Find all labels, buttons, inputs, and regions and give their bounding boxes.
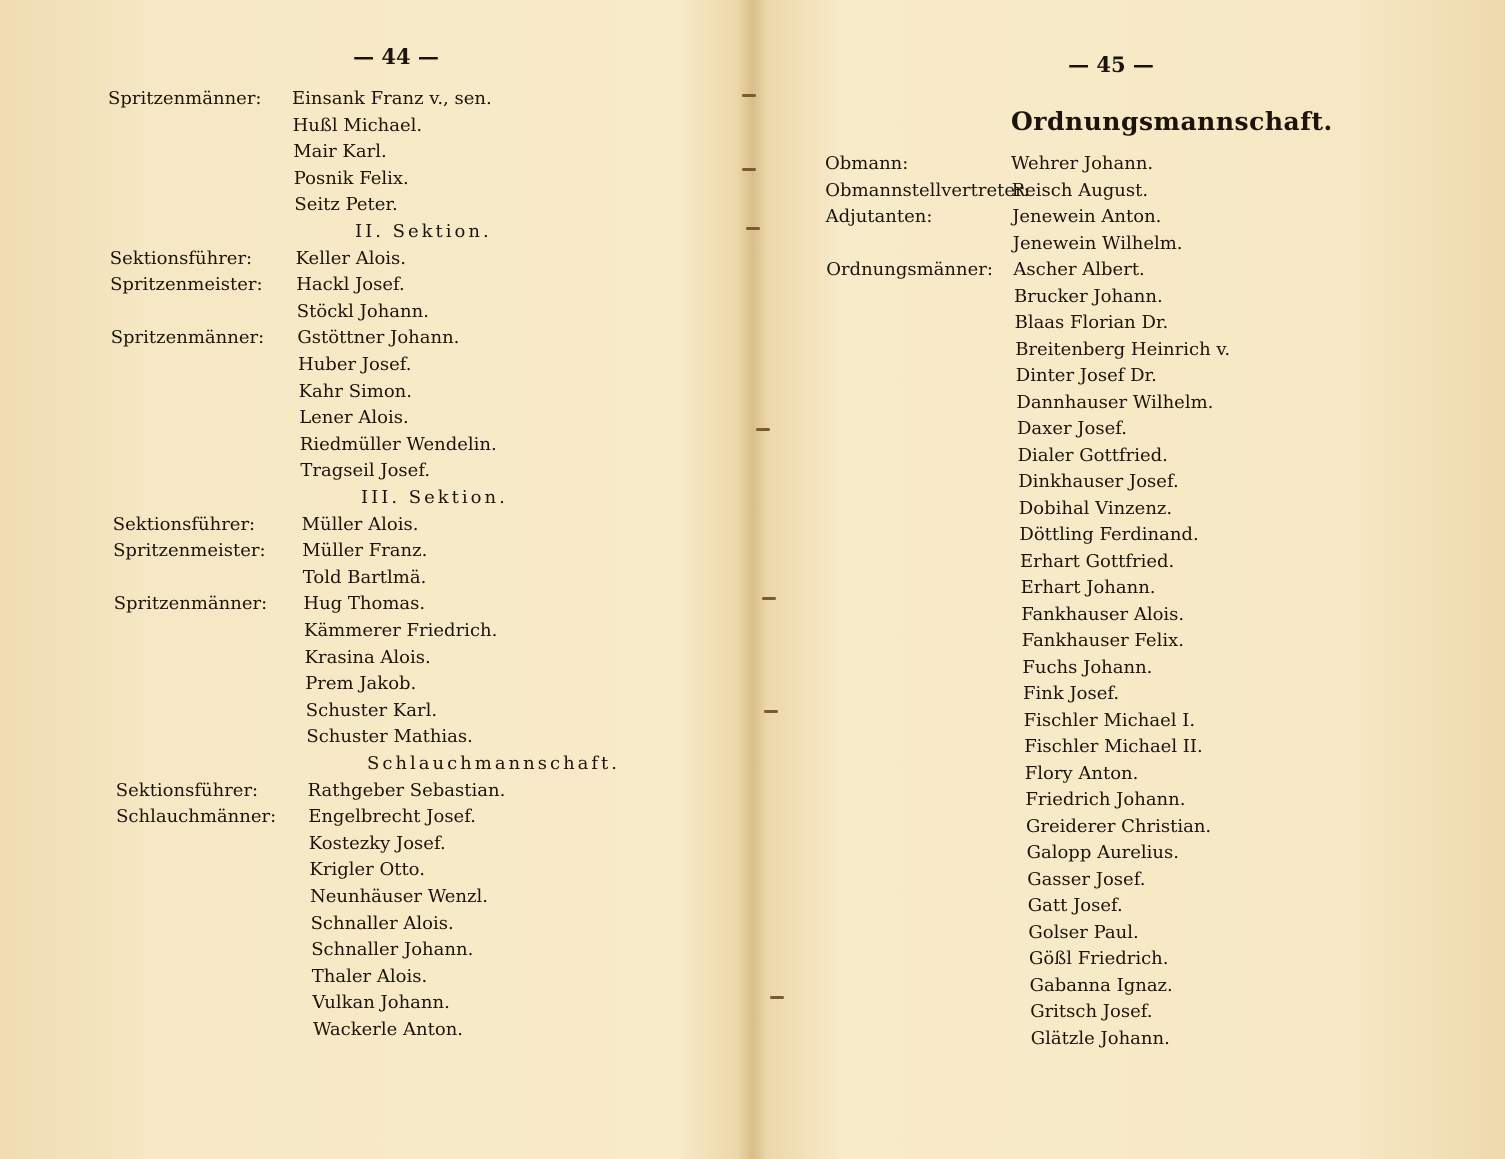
role-label: Spritzenmänner:	[110, 327, 265, 349]
member-name: Dobihal Vinzenz.	[1018, 497, 1173, 519]
role-label: Obmann:	[825, 153, 909, 174]
member-name: Fischler Michael II.	[1024, 736, 1203, 757]
member-name: Fankhauser Felix.	[1021, 630, 1184, 651]
member-name: Daxer Josef.	[1017, 418, 1127, 439]
member-name: Prem Jakob.	[305, 673, 417, 695]
member-name: Gößl Friedrich.	[1029, 948, 1169, 969]
binding-mark	[764, 710, 778, 713]
binding-mark	[746, 227, 760, 230]
member-name: Krasina Alois.	[304, 646, 431, 668]
role-label: Spritzenmänner:	[108, 88, 262, 109]
right-page	[753, 0, 1505, 1159]
member-name: Posnik Felix.	[293, 167, 409, 189]
member-name: Riedmüller Wendelin.	[299, 433, 497, 455]
member-name: Greiderer Christian.	[1026, 815, 1212, 837]
binding-mark	[770, 996, 784, 999]
member-name: Jenewein Anton.	[1012, 206, 1162, 227]
member-name: Wackerle Anton.	[313, 1019, 464, 1040]
member-name: Reisch August.	[1011, 179, 1149, 201]
member-name: Schuster Mathias.	[306, 726, 473, 748]
member-name: Dinter Josef Dr.	[1015, 365, 1157, 386]
member-name: Gasser Josef.	[1027, 868, 1146, 890]
member-name: Gatt Josef.	[1027, 895, 1123, 916]
member-name: Lener Alois.	[299, 407, 409, 429]
binding-mark	[762, 597, 776, 600]
member-name: Seitz Peter.	[294, 194, 398, 216]
member-name: Kämmerer Friedrich.	[304, 620, 498, 641]
member-name: Döttling Ferdinand.	[1019, 524, 1199, 545]
member-name: Mair Karl.	[293, 141, 387, 163]
member-name: Gritsch Josef.	[1030, 1001, 1153, 1022]
member-name: Stöckl Johann.	[296, 300, 429, 322]
member-name: Einsank Franz v., sen.	[292, 88, 492, 109]
role-label: Spritzenmeister:	[110, 274, 263, 296]
member-name: Schnaller Alois.	[310, 912, 454, 934]
member-name: Dinkhauser Josef.	[1018, 471, 1179, 492]
member-name: Müller Franz.	[302, 540, 428, 562]
member-name: Gstöttner Johann.	[297, 327, 460, 349]
member-name: Fischler Michael I.	[1023, 709, 1196, 731]
member-name: Fink Josef.	[1023, 683, 1120, 704]
member-name: Ascher Albert.	[1013, 259, 1145, 280]
role-label: Sektionsführer:	[115, 779, 259, 801]
member-name: Kahr Simon.	[298, 380, 412, 402]
member-name: Tragseil Josef.	[300, 460, 431, 482]
section-title: Schlauchmannschaft.	[367, 753, 621, 774]
member-name: Fuchs Johann.	[1022, 656, 1153, 678]
member-name: Wehrer Johann.	[1011, 153, 1154, 174]
member-name: Müller Alois.	[301, 513, 419, 535]
member-name: Schnaller Johann.	[311, 939, 474, 961]
member-name: Schuster Karl.	[305, 699, 438, 721]
page-number: — 44 —	[353, 44, 439, 69]
section-title: III. Sektion.	[361, 487, 508, 508]
role-label: Spritzenmeister:	[113, 540, 266, 562]
member-name: Flory Anton.	[1024, 762, 1139, 784]
page-number: — 45 —	[1068, 52, 1154, 77]
role-label: Adjutanten:	[825, 206, 933, 227]
member-name: Erhart Gottfried.	[1020, 550, 1175, 572]
section-heading: Ordnungsmannschaft.	[1011, 107, 1333, 136]
member-name: Glätzle Johann.	[1030, 1027, 1170, 1049]
left-page	[0, 0, 752, 1159]
role-label: Obmannstellvertreter:	[825, 179, 1030, 201]
role-label: Ordnungsmänner:	[826, 259, 993, 280]
member-name: Dannhauser Wilhelm.	[1016, 391, 1214, 413]
member-name: Blaas Florian Dr.	[1014, 312, 1169, 333]
member-name: Hußl Michael.	[292, 114, 423, 136]
role-label: Schlauchmänner:	[116, 806, 277, 828]
member-name: Rathgeber Sebastian.	[307, 779, 506, 801]
member-name: Dialer Gottfried.	[1017, 444, 1168, 466]
member-name: Huber Josef.	[298, 354, 412, 375]
member-name: Kostezky Josef.	[308, 832, 446, 854]
member-name: Neunhäuser Wenzl.	[310, 886, 488, 907]
binding-mark	[756, 428, 770, 431]
member-name: Gabanna Ignaz.	[1029, 974, 1173, 996]
member-name: Hug Thomas.	[303, 593, 426, 615]
member-name: Breitenberg Heinrich v.	[1015, 338, 1231, 360]
role-label: Spritzenmänner:	[113, 593, 268, 615]
member-name: Krigler Otto.	[309, 859, 425, 881]
member-name: Engelbrecht Josef.	[308, 806, 476, 828]
member-name: Thaler Alois.	[311, 965, 428, 987]
member-name: Brucker Johann.	[1014, 285, 1163, 307]
member-name: Golser Paul.	[1028, 921, 1139, 943]
section-title: II. Sektion.	[355, 221, 492, 242]
binding-mark	[742, 94, 756, 97]
member-name: Hackl Josef.	[296, 274, 405, 296]
member-name: Fankhauser Alois.	[1021, 603, 1185, 625]
member-name: Galopp Aurelius.	[1026, 842, 1179, 863]
role-label: Sektionsführer:	[109, 247, 253, 269]
member-name: Keller Alois.	[295, 247, 407, 269]
role-label: Sektionsführer:	[112, 513, 256, 535]
member-name: Friedrich Johann.	[1025, 789, 1186, 810]
member-name: Jenewein Wilhelm.	[1012, 232, 1183, 254]
member-name: Erhart Johann.	[1020, 577, 1156, 598]
binding-mark	[742, 168, 756, 171]
member-name: Told Bartlmä.	[302, 566, 427, 588]
member-name: Vulkan Johann.	[312, 992, 450, 1014]
